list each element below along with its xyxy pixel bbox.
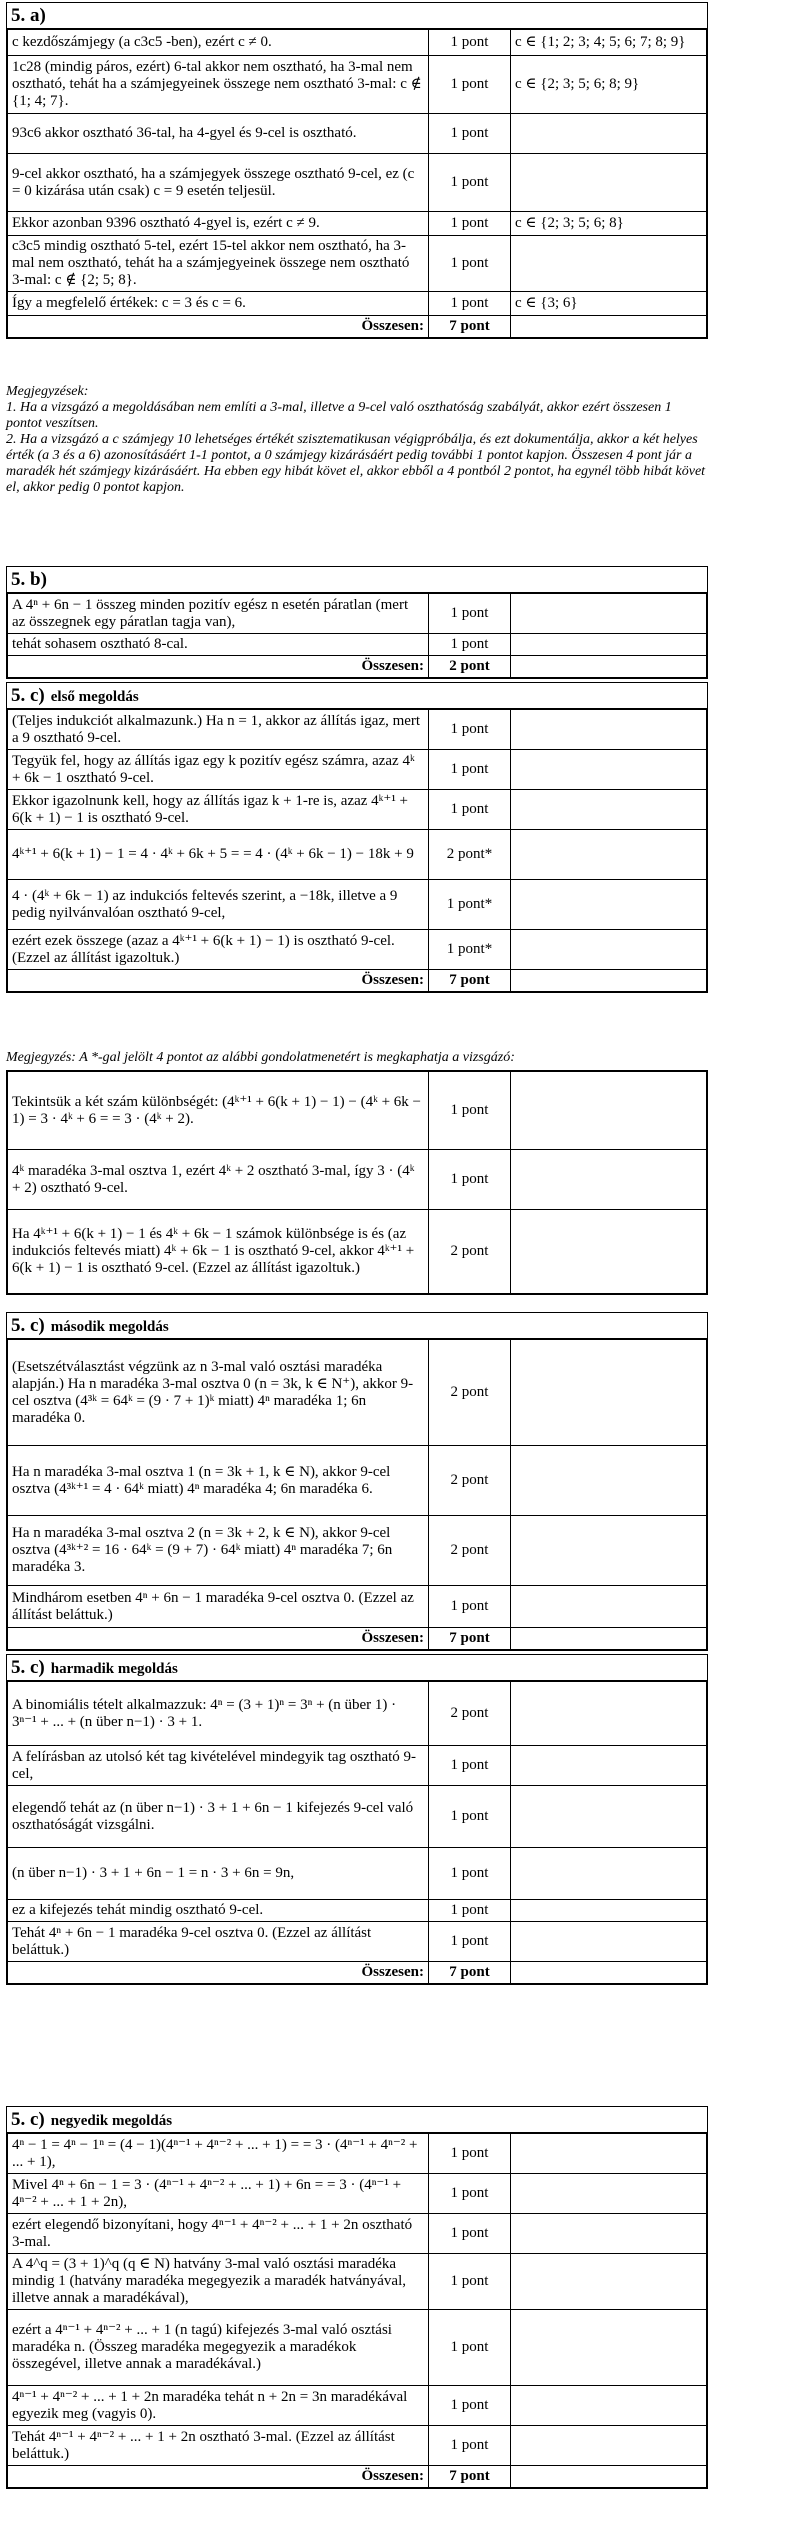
- section-title: [7, 3, 707, 29]
- total-row: [8, 316, 707, 338]
- table-row: [8, 30, 707, 56]
- point-value: 1 pont: [429, 114, 511, 154]
- point-value: 1 pont: [429, 2174, 511, 2214]
- section-title: [7, 2107, 707, 2133]
- notes-5a: [6, 384, 706, 496]
- solution-step: ez a kifejezés tehát mindig osztható 9-cel.: [8, 1900, 429, 1922]
- table-row: [8, 2310, 707, 2386]
- remark: [511, 1682, 707, 1746]
- solution-step: (n über n−1) · 3 + 1 + 6n − 1 = n · 3 + 6n = 9n,: [8, 1848, 429, 1900]
- point-value: 1 pont: [429, 292, 511, 316]
- table-row: [8, 1922, 707, 1962]
- point-value: 1 pont: [429, 1586, 511, 1628]
- empty-cell: [511, 656, 707, 678]
- empty-cell: [511, 970, 707, 992]
- table-row: [8, 880, 707, 930]
- total-points: 7 pont: [429, 316, 511, 338]
- total-label: Összesen:: [8, 970, 429, 992]
- table-row: [8, 1746, 707, 1786]
- total-points: 7 pont: [429, 970, 511, 992]
- solution-step: tehát sohasem osztható 8-cal.: [8, 634, 429, 656]
- title-text: 5. c): [11, 2109, 45, 2130]
- solution-variant: második megoldás: [50, 1319, 169, 1335]
- remark: [511, 1586, 707, 1628]
- table-row: [8, 1786, 707, 1848]
- point-value: 1 pont: [429, 634, 511, 656]
- total-points: 7 pont: [429, 1628, 511, 1650]
- point-value: 1 pont: [429, 56, 511, 114]
- point-value: 1 pont: [429, 30, 511, 56]
- total-points: 7 pont: [429, 1962, 511, 1984]
- total-points: 2 pont: [429, 656, 511, 678]
- table-row: [8, 56, 707, 114]
- point-value: 1 pont: [429, 2310, 511, 2386]
- point-value: 1 pont: [429, 1900, 511, 1922]
- solution-step: 4 · (4ᵏ + 6k − 1) az indukciós feltevés szerint, a −18k, illetve a 9 pedig nyilvánvalóan osztható 9-cel,: [8, 880, 429, 930]
- table-row: [8, 292, 707, 316]
- remark: [511, 1340, 707, 1446]
- note-1: 1. Ha a vizsgázó a megoldásában nem említi a 3-mal, illetve a 9-cel való oszthatóság szabályát, akkor ezért összesen 1 pontot veszítsen.: [6, 400, 672, 431]
- solution-step: 4ᵏ⁺¹ + 6(k + 1) − 1 = 4 · 4ᵏ + 6k + 5 = = 4 · (4ᵏ + 6k − 1) − 18k + 9: [8, 830, 429, 880]
- remark: [511, 790, 707, 830]
- total-label: Összesen:: [8, 2466, 429, 2488]
- solution-step: Ha 4ᵏ⁺¹ + 6(k + 1) − 1 és 4ᵏ + 6k − 1 számok különbsége is és (az indukciós feltevés miatt) 4ᵏ + 6k − 1 is osztható 9-cel, akkor 4ᵏ⁺¹ + 6(k + 1) − 1 is osztható 9-cel. (Ezzel az állítást igazoltuk.): [8, 1210, 429, 1294]
- section-5c-alternative: [6, 1070, 708, 1295]
- point-value: 2 pont: [429, 1516, 511, 1586]
- total-label: Összesen:: [8, 656, 429, 678]
- note-2: 2. Ha a vizsgázó a c számjegy 10 lehetséges értékét szisztematikusan végigpróbálja, és ezt dokumentálja, akkor a két helyes érték (a 3 és a 6) azonosításáért 1-1 pontot, a 0 számjegy kizárásáért pedig további 1 pontot kapjon. Összesen 4 pont jár a maradék hét számjegy kizárásáért. Ha ebben egy hibát követ el, akkor ebből a 4 pontból 2 pontot, ha egynél több hibát követ el, akkor pedig 0 pontot kapjon.: [6, 432, 706, 495]
- remark: [511, 1150, 707, 1210]
- title-text: 5. b): [11, 569, 47, 590]
- solution-step: Ha n maradéka 3-mal osztva 1 (n = 3k + 1, k ∈ N), akkor 9-cel osztva (4³ᵏ⁺¹ = 4 · 64ᵏ miatt) 4ⁿ maradéka 4; 6n maradéka 6.: [8, 1446, 429, 1516]
- point-value: 1 pont: [429, 750, 511, 790]
- section-title: [7, 1655, 707, 1681]
- remark: [511, 114, 707, 154]
- table-row: [8, 1150, 707, 1210]
- title-text: 5. c): [11, 1315, 45, 1336]
- point-value: 2 pont*: [429, 830, 511, 880]
- section-5b: [6, 566, 708, 679]
- point-value: 1 pont: [429, 236, 511, 292]
- section-5c-third: [6, 1654, 708, 1985]
- solution-variant: első megoldás: [50, 689, 139, 705]
- solution-step: Ekkor igazolnunk kell, hogy az állítás igaz k + 1-re is, azaz 4ᵏ⁺¹ + 6(k + 1) − 1 is osztható 9-cel.: [8, 790, 429, 830]
- section-title: [7, 567, 707, 593]
- solution-step: Tehát 4ⁿ + 6n − 1 maradéka 9-cel osztva 0. (Ezzel az állítást beláttuk.): [8, 1922, 429, 1962]
- scoring-table-5c-fourth: [7, 2133, 707, 2488]
- total-row: [8, 656, 707, 678]
- point-value: 1 pont: [429, 2134, 511, 2174]
- title-text: 5. c): [11, 1657, 45, 1678]
- total-row: [8, 2466, 707, 2488]
- table-row: [8, 2214, 707, 2254]
- note-5c-first: Megjegyzés: A *-gal jelölt 4 pontot az alábbi gondolatmenetért is megkaphatja a vizsgázó:: [6, 1050, 515, 1065]
- section-5a: [6, 2, 708, 339]
- remark: [511, 2214, 707, 2254]
- point-value: 1 pont: [429, 790, 511, 830]
- table-row: [8, 1682, 707, 1746]
- table-row: [8, 750, 707, 790]
- point-value: 1 pont: [429, 594, 511, 634]
- remark: [511, 1746, 707, 1786]
- point-value: 1 pont: [429, 1786, 511, 1848]
- point-value: 1 pont*: [429, 930, 511, 970]
- solution-step: 4ᵏ maradéka 3-mal osztva 1, ezért 4ᵏ + 2 osztható 3-mal, így 3 · (4ᵏ + 2) osztható 9-cel.: [8, 1150, 429, 1210]
- remark: c ∈ {2; 3; 5; 6; 8}: [511, 212, 707, 236]
- solution-step: c kezdőszámjegy (a c3c5 -ben), ezért c ≠ 0.: [8, 30, 429, 56]
- total-row: [8, 970, 707, 992]
- solution-step: A binomiális tételt alkalmazzuk: 4ⁿ = (3 + 1)ⁿ = 3ⁿ + (n über 1) · 3ⁿ⁻¹ + ... + (n über n−1) · 3 + 1.: [8, 1682, 429, 1746]
- solution-step: Mivel 4ⁿ + 6n − 1 = 3 · (4ⁿ⁻¹ + 4ⁿ⁻² + ... + 1) + 6n = = 3 · (4ⁿ⁻¹ + 4ⁿ⁻² + ... + 1 + 2n),: [8, 2174, 429, 2214]
- point-value: 1 pont: [429, 2426, 511, 2466]
- table-row: [8, 1848, 707, 1900]
- table-row: [8, 1900, 707, 1922]
- point-value: 1 pont: [429, 154, 511, 212]
- remark: [511, 2174, 707, 2214]
- solution-step: 4ⁿ − 1 = 4ⁿ − 1ⁿ = (4 − 1)(4ⁿ⁻¹ + 4ⁿ⁻² + ... + 1) = = 3 · (4ⁿ⁻¹ + 4ⁿ⁻² + ... + 1),: [8, 2134, 429, 2174]
- table-row: [8, 790, 707, 830]
- solution-step: Ekkor azonban 9396 osztható 4-gyel is, ezért c ≠ 9.: [8, 212, 429, 236]
- solution-step: Ha n maradéka 3-mal osztva 2 (n = 3k + 2, k ∈ N), akkor 9-cel osztva (4³ᵏ⁺² = 16 · 64ᵏ = (9 + 7) · 64ᵏ miatt) 4ⁿ maradéka 7; 6n maradéka 3.: [8, 1516, 429, 1586]
- solution-step: c3c5 mindig osztható 5-tel, ezért 15-tel akkor nem osztható, ha 3-mal nem osztható, tehát ha a számjegyeinek összege nem osztható 3-mal: c ∉ {2; 5; 8}.: [8, 236, 429, 292]
- solution-step: Így a megfelelő értékek: c = 3 és c = 6.: [8, 292, 429, 316]
- remark: [511, 710, 707, 750]
- remark: [511, 2426, 707, 2466]
- notes-heading: Megjegyzések:: [6, 384, 89, 399]
- point-value: 1 pont: [429, 212, 511, 236]
- remark: [511, 594, 707, 634]
- solution-step: ezért a 4ⁿ⁻¹ + 4ⁿ⁻² + ... + 1 (n tagú) kifejezés 3-mal való osztási maradéka n. (Összeg maradéka megegyezik a maradékok összegével, illetve annak a maradékával.): [8, 2310, 429, 2386]
- remark: c ∈ {2; 3; 5; 6; 8; 9}: [511, 56, 707, 114]
- remark: [511, 930, 707, 970]
- empty-cell: [511, 2466, 707, 2488]
- solution-step: (Esetszétválasztást végzünk az n 3-mal való osztási maradéka alapján.) Ha n maradéka 3-mal osztva 0 (n = 3k, k ∈ N⁺), akkor 9-cel osztva (4³ᵏ = 64ᵏ = (9 · 7 + 1)ᵏ miatt) 4ⁿ maradéka 1; 6n maradéka 0.: [8, 1340, 429, 1446]
- point-value: 1 pont: [429, 1072, 511, 1150]
- section-title: [7, 1313, 707, 1339]
- table-row: [8, 1516, 707, 1586]
- table-row: [8, 2134, 707, 2174]
- table-row: [8, 2254, 707, 2310]
- remark: [511, 1922, 707, 1962]
- section-5c-first: [6, 682, 708, 993]
- remark: [511, 236, 707, 292]
- table-row: [8, 594, 707, 634]
- table-row: [8, 2386, 707, 2426]
- point-value: 2 pont: [429, 1210, 511, 1294]
- solution-step: 93c6 akkor osztható 36-tal, ha 4-gyel és 9-cel is osztható.: [8, 114, 429, 154]
- title-text: 5. a): [11, 5, 46, 26]
- remark: [511, 1446, 707, 1516]
- section-5c-second: [6, 1312, 708, 1651]
- table-row: [8, 2174, 707, 2214]
- remark: [511, 1786, 707, 1848]
- point-value: 1 pont: [429, 1848, 511, 1900]
- remark: [511, 1848, 707, 1900]
- solution-variant: negyedik megoldás: [50, 2113, 173, 2129]
- remark: [511, 634, 707, 656]
- solution-step: ezért elegendő bizonyítani, hogy 4ⁿ⁻¹ + 4ⁿ⁻² + ... + 1 + 2n osztható 3-mal.: [8, 2214, 429, 2254]
- table-row: [8, 2426, 707, 2466]
- remark: [511, 1210, 707, 1294]
- solution-step: A 4ⁿ + 6n − 1 összeg minden pozitív egész n esetén páratlan (mert az összegnek egy páratlan tagja van),: [8, 594, 429, 634]
- scoring-table-5c-first: [7, 709, 707, 992]
- remark: [511, 2134, 707, 2174]
- empty-cell: [511, 316, 707, 338]
- table-row: [8, 1072, 707, 1150]
- table-row: [8, 1446, 707, 1516]
- point-value: 1 pont: [429, 1922, 511, 1962]
- total-label: Összesen:: [8, 1962, 429, 1984]
- solution-step: A felírásban az utolsó két tag kivételével mindegyik tag osztható 9-cel,: [8, 1746, 429, 1786]
- total-row: [8, 1628, 707, 1650]
- table-row: [8, 1210, 707, 1294]
- point-value: 2 pont: [429, 1340, 511, 1446]
- scoring-table-5a: [7, 29, 707, 338]
- solution-step: (Teljes indukciót alkalmazunk.) Ha n = 1, akkor az állítás igaz, mert a 9 osztható 9-cel.: [8, 710, 429, 750]
- solution-step: Tegyük fel, hogy az állítás igaz egy k pozitív egész számra, azaz 4ᵏ + 6k − 1 osztható 9-cel.: [8, 750, 429, 790]
- total-points: 7 pont: [429, 2466, 511, 2488]
- section-5c-fourth: [6, 2106, 708, 2489]
- solution-step: Tehát 4ⁿ⁻¹ + 4ⁿ⁻² + ... + 1 + 2n osztható 3-mal. (Ezzel az állítást beláttuk.): [8, 2426, 429, 2466]
- scoring-table-5c-third: [7, 1681, 707, 1984]
- point-value: 1 pont: [429, 1746, 511, 1786]
- point-value: 1 pont: [429, 1150, 511, 1210]
- solution-step: elegendő tehát az (n über n−1) · 3 + 1 + 6n − 1 kifejezés 9-cel való oszthatóságát vizsgálni.: [8, 1786, 429, 1848]
- table-row: [8, 830, 707, 880]
- point-value: 1 pont: [429, 2254, 511, 2310]
- title-text: 5. c): [11, 685, 45, 706]
- point-value: 2 pont: [429, 1682, 511, 1746]
- point-value: 2 pont: [429, 1446, 511, 1516]
- scoring-table-5b: [7, 593, 707, 678]
- scoring-table-5c-second: [7, 1339, 707, 1650]
- point-value: 1 pont: [429, 710, 511, 750]
- solution-step: 9-cel akkor osztható, ha a számjegyek összege osztható 9-cel, ez (c = 0 kizárása után csak) c = 9 esetén teljesül.: [8, 154, 429, 212]
- point-value: 1 pont: [429, 2214, 511, 2254]
- remark: [511, 2386, 707, 2426]
- table-row: [8, 212, 707, 236]
- empty-cell: [511, 1962, 707, 1984]
- remark: [511, 1900, 707, 1922]
- solution-variant: harmadik megoldás: [50, 1661, 178, 1677]
- table-row: [8, 930, 707, 970]
- solution-step: ezért ezek összege (azaz a 4ᵏ⁺¹ + 6(k + 1) − 1) is osztható 9-cel. (Ezzel az állítást igazoltuk.): [8, 930, 429, 970]
- solution-step: 1c28 (mindig páros, ezért) 6-tal akkor nem osztható, ha 3-mal nem osztható, tehát ha a számjegyeinek összege nem osztható 3-mal: c ∉ {1; 4; 7}.: [8, 56, 429, 114]
- remark: [511, 1072, 707, 1150]
- empty-cell: [511, 1628, 707, 1650]
- table-row: [8, 710, 707, 750]
- table-row: [8, 1340, 707, 1446]
- remark: [511, 154, 707, 212]
- remark: [511, 2310, 707, 2386]
- remark: c ∈ {1; 2; 3; 4; 5; 6; 7; 8; 9}: [511, 30, 707, 56]
- remark: [511, 830, 707, 880]
- remark: [511, 2254, 707, 2310]
- total-row: [8, 1962, 707, 1984]
- solution-step: A 4^q = (3 + 1)^q (q ∈ N) hatvány 3-mal való osztási maradéka mindig 1 (hatvány maradéka megegyezik a maradék hatványával, illetve annak a maradékával),: [8, 2254, 429, 2310]
- remark: c ∈ {3; 6}: [511, 292, 707, 316]
- table-row: [8, 236, 707, 292]
- scoring-table-alternative: [7, 1071, 707, 1294]
- remark: [511, 1516, 707, 1586]
- remark: [511, 750, 707, 790]
- solution-step: Mindhárom esetben 4ⁿ + 6n − 1 maradéka 9-cel osztva 0. (Ezzel az állítást beláttuk.): [8, 1586, 429, 1628]
- solution-step: 4ⁿ⁻¹ + 4ⁿ⁻² + ... + 1 + 2n maradéka tehát n + 2n = 3n maradékával egyezik meg (vagyis 0).: [8, 2386, 429, 2426]
- table-row: [8, 634, 707, 656]
- point-value: 1 pont*: [429, 880, 511, 930]
- table-row: [8, 1586, 707, 1628]
- table-row: [8, 114, 707, 154]
- point-value: 1 pont: [429, 2386, 511, 2426]
- solution-step: Tekintsük a két szám különbségét: (4ᵏ⁺¹ + 6(k + 1) − 1) − (4ᵏ + 6k − 1) = 3 · 4ᵏ + 6 = = 3 · (4ᵏ + 2).: [8, 1072, 429, 1150]
- remark: [511, 880, 707, 930]
- total-label: Összesen:: [8, 316, 429, 338]
- table-row: [8, 154, 707, 212]
- section-title: [7, 683, 707, 709]
- total-label: Összesen:: [8, 1628, 429, 1650]
